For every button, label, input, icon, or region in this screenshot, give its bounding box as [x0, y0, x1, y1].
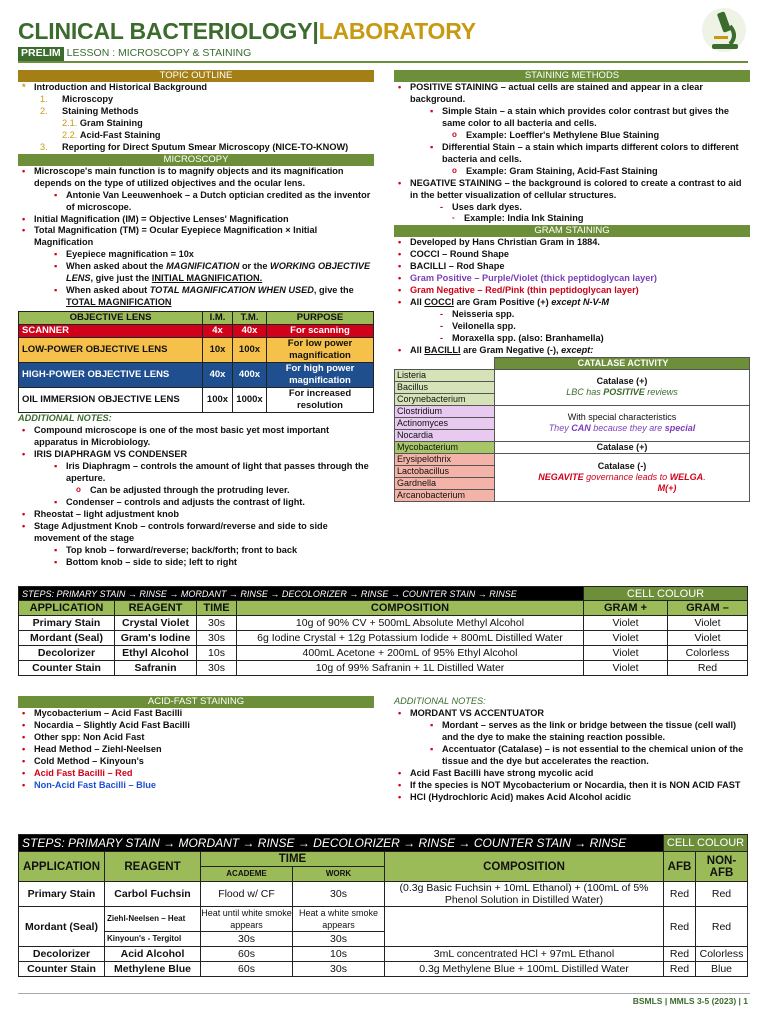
list-item: • IRIS DIAPHRAGM VS CONDENSER ▪ Iris Diaphragm – controls the amount of light that passes through the aperture. o Can be adjusted through the protruding lever. ▪ Condenser – controls and adjusts the contrast of light. [18, 449, 374, 509]
list-item: • Mycobacterium – Acid Fast Bacilli [18, 708, 374, 720]
list-item: • Cold Method – Kinyoun's [18, 756, 374, 768]
gram-staining-header: GRAM STAINING [394, 225, 750, 237]
outline-item: 2.2. Acid-Fast Staining [62, 129, 161, 140]
outline-item: 3. Reporting for Direct Sputum Smear Microscopy (NICE-TO-KNOW) [40, 141, 349, 152]
list-item: • Microscope's main function is to magnify objects and its magnification depends on the type of utilized objectives and the ocular lens. ▪ Antonie Van Leeuwenhoek – a Dutch optician credited as the inventor of microscope. [18, 166, 374, 214]
table-row: Decolorizer Acid Alcohol 60s 10s 3mL concentrated HCl + 97mL Ethanol Red Colorless [19, 947, 748, 962]
table-row: Kinyoun's - Tergitol 30s 30s [19, 932, 748, 947]
list-item: • Gram Negative – Red/Pink (thin peptidoglycan layer) [394, 285, 750, 297]
table-row: HIGH-POWER OBJECTIVE LENS 40x 400x For high power magnification [19, 363, 374, 388]
acid-fast-list [18, 708, 374, 792]
footer-divider [18, 993, 750, 994]
objective-lens-table: OBJECTIVE LENS I.M. T.M. PURPOSE SCANNER 4x 40x For scanning LOW-POWER OBJECTIVE LENS 10x 100x For low power magnification HIGH-POWER OBJECTIVE LENS 40x 400x For high power magnification OIL IMMERSION OBJECTIVE LENS 100x 1000x For increased resolution [18, 311, 374, 413]
outline-items [40, 94, 374, 154]
table-row: Counter Stain Safranin 30s 10g of 99% Safranin + 1L Distilled Water Violet Red [19, 661, 748, 676]
additional-notes-label: ADDITIONAL NOTES: [18, 413, 112, 424]
topic-outline-header: TOPIC OUTLINE [18, 70, 374, 82]
list-item: • Acid Fast Bacilli have strong mycolic acid [394, 768, 750, 780]
catalase-table: CATALASE ACTIVITY Listeria Catalase (+) LBC has POSITIVE reviews Bacillus Corynebacterium Clostridium With special characteristics They CAN because they are special Actinomyces Nocardia Mycobacterium Catalase (+) Erysipelothrix Catalase (-) NEGAVITE governance leads to WELGA. M(+) Lactobacillus Gardnella Arcanobacterium [394, 357, 750, 502]
table-row: Mordant (Seal) Ziehl-Neelsen – Heat Heat until white smoke appears Heat a white smoke appears Red Red [19, 907, 748, 932]
lesson-title: LESSON : MICROSCOPY & STAINING [66, 47, 252, 59]
list-item: • If the species is NOT Mycobacterium or Nocardia, then it is NON ACID FAST [394, 780, 750, 792]
page-title: CLINICAL BACTERIOLOGY|LABORATORY [18, 18, 476, 44]
list-item: • All BACILLI are Gram Negative (-), except: [394, 345, 750, 357]
list-item: • Gram Positive – Purple/Violet (thick peptidoglycan layer) [394, 273, 750, 285]
gram-stain-table: STEPS: PRIMARY STAIN → RINSE → MORDANT → RINSE → DECOLORIZER → RINSE → COUNTER STAIN → RINSE CELL COLOUR APPLICATION REAGENT TIME COMPOSITION GRAM + GRAM – Primary Stain Crystal Violet 30s 10g of 90% CV + 500mL Absolute Methyl Alcohol Violet Violet Mordant (Seal) Gram's Iodine 30s 6g Iodine Crystal + 12g Potassium Iodide + 800mL Distilled Water Violet Violet Decolorizer Ethyl Alcohol 10s 400mL Acetone + 200mL of 95% Ethyl Alcohol Violet Colorless Counter Stain Safranin 30s 10g of 99% Safranin + 1L Distilled Water Violet Red [18, 586, 748, 676]
right-column [394, 70, 750, 502]
list-item: • MORDANT VS ACCENTUATOR ▪ Mordant – serves as the link or bridge between the tissue (cell wall) and the dye to make the staining reaction possible. ▪ Accentuator (Catalase) – is not essential to the chemical union of the tissue and the dye but accelerates the reaction. [394, 708, 750, 768]
acid-fast-section [18, 696, 374, 792]
list-item: • Acid Fast Bacilli – Red [18, 768, 374, 780]
table-row: LOW-POWER OBJECTIVE LENS 10x 100x For low power magnification [19, 338, 374, 363]
staining-list [394, 82, 750, 225]
table-row: Counter Stain Methylene Blue 60s 30s 0.3g Methylene Blue + 100mL Distilled Water Red Blue [19, 962, 748, 977]
outline-item: 1. Microscopy [40, 93, 114, 104]
list-item: • Developed by Hans Christian Gram in 1884. [394, 237, 750, 249]
page-footer: BSMLS | MMLS 3-5 (2023) | 1 [632, 996, 748, 1006]
list-item: • Head Method – Ziehl-Neelsen [18, 744, 374, 756]
list-item: • Rheostat – light adjustment knob [18, 509, 374, 521]
table-row: Primary Stain Carbol Fuchsin Flood w/ CF 30s (0.3g Basic Fuchsin + 10mL Ethanol) + (100mL of 5% Phenol Solution in Distilled Water) Red Red [19, 882, 748, 907]
list-item: • Initial Magnification (IM) = Objective Lenses' Magnification [18, 214, 374, 226]
additional-notes-list [18, 425, 374, 568]
list-item: • Other spp: Non Acid Fast [18, 732, 374, 744]
list-item: • Stage Adjustment Knob – controls forward/reverse and side to side movement of the stage ▪ Top knob – forward/reverse; back/forth; front to back ▪ Bottom knob – side to side; left to right [18, 521, 374, 569]
table-row: SCANNER 4x 40x For scanning [19, 325, 374, 338]
table-row: Mordant (Seal) Gram's Iodine 30s 6g Iodine Crystal + 12g Potassium Iodide + 800mL Distilled Water Violet Violet [19, 631, 748, 646]
table-row: Decolorizer Ethyl Alcohol 10s 400mL Acetone + 200mL of 95% Ethyl Alcohol Violet Colorless [19, 646, 748, 661]
list-item: • POSITIVE STAINING – actual cells are stained and appear in a clear background. ▪ Simple Stain – a stain which provides color contrast but gives the same color to all bacteria and cells. o Example: Loeffler's Methylene Blue Staining ▪ Differential Stain – a stain which imparts different colors to different bacteria and cells. o Example: Gram Staining, Acid-Fast Staining [394, 82, 750, 178]
list-item: • NEGATIVE STAINING – the background is colored to create a contrast to aid in the better visualization of cellular structures. - Uses dark dyes. - Example: India Ink Staining [394, 178, 750, 226]
lesson-line [18, 47, 748, 63]
staining-methods-header: STAINING METHODS [394, 70, 750, 82]
additional-notes-list [394, 708, 750, 804]
list-item: • COCCI – Round Shape [394, 249, 750, 261]
list-item: • Total Magnification (TM) = Ocular Eyepiece Magnification × Initial Magnification ▪ Eyepiece magnification = 10x ▪ When asked about the MAGNIFICATION or the WORKING OBJECTIVE LENS, give just the INITIAL MAGNIFICATION. ▪ When asked about TOTAL MAGNIFICATION WHEN USED, give the TOTAL MAGNIFICATION [18, 225, 374, 309]
list-item: • Compound microscope is one of the most basic yet most important apparatus in Microbiology. [18, 425, 374, 449]
acid-fast-table: STEPS: PRIMARY STAIN → MORDANT → RINSE → DECOLORIZER → RINSE → COUNTER STAIN → RINSE CELL COLOUR APPLICATION REAGENT TIME COMPOSITION AFB NON-AFB ACADEME WORK Primary Stain Carbol Fuchsin Flood w/ CF 30s (0.3g Basic Fuchsin + 10mL Ethanol) + (100mL of 5% Phenol Solution in Distilled Water) Red Red Mordant (Seal) Ziehl-Neelsen – Heat Heat until white smoke appears Heat a white smoke appears Red Red Kinyoun's - Tergitol 30s 30s Decolorizer Acid Alcohol 60s 10s 3mL concentrated HCl + 97mL Ethanol Red Colorless Counter Stain Methylene Blue 60s 30s 0.3g Methylene Blue + 100mL Distilled Water Red Blue [18, 834, 748, 977]
list-item: • Non-Acid Fast Bacilli – Blue [18, 780, 374, 792]
left-column [18, 70, 374, 569]
microscopy-list [18, 166, 374, 309]
outline-item: 2.1. Gram Staining [62, 117, 143, 128]
gram-list [394, 237, 750, 357]
list-item: • Nocardia – Slightly Acid Fast Bacilli [18, 720, 374, 732]
outline-list [18, 82, 374, 94]
list-item: • All COCCI are Gram Positive (+) except N-V-M - Neisseria spp. - Veilonella spp. - Moraxella spp. (also: Branhamella) [394, 297, 750, 345]
additional-notes-2 [394, 696, 750, 804]
acid-fast-header: ACID-FAST STAINING [18, 696, 374, 708]
outline-intro: * Introduction and Historical Background [18, 82, 374, 94]
table-row: OIL IMMERSION OBJECTIVE LENS 100x 1000x For increased resolution [19, 388, 374, 413]
prelim-badge: PRELIM [18, 47, 64, 61]
microscopy-header: MICROSCOPY [18, 154, 374, 166]
additional-notes-label: ADDITIONAL NOTES: [394, 696, 486, 706]
list-item: • HCl (Hydrochloric Acid) makes Acid Alcohol acidic [394, 792, 750, 804]
outline-item: 2. Staining Methods [40, 105, 139, 116]
table-row: Primary Stain Crystal Violet 30s 10g of 90% CV + 500mL Absolute Methyl Alcohol Violet Violet [19, 616, 748, 631]
list-item: • BACILLI – Rod Shape [394, 261, 750, 273]
